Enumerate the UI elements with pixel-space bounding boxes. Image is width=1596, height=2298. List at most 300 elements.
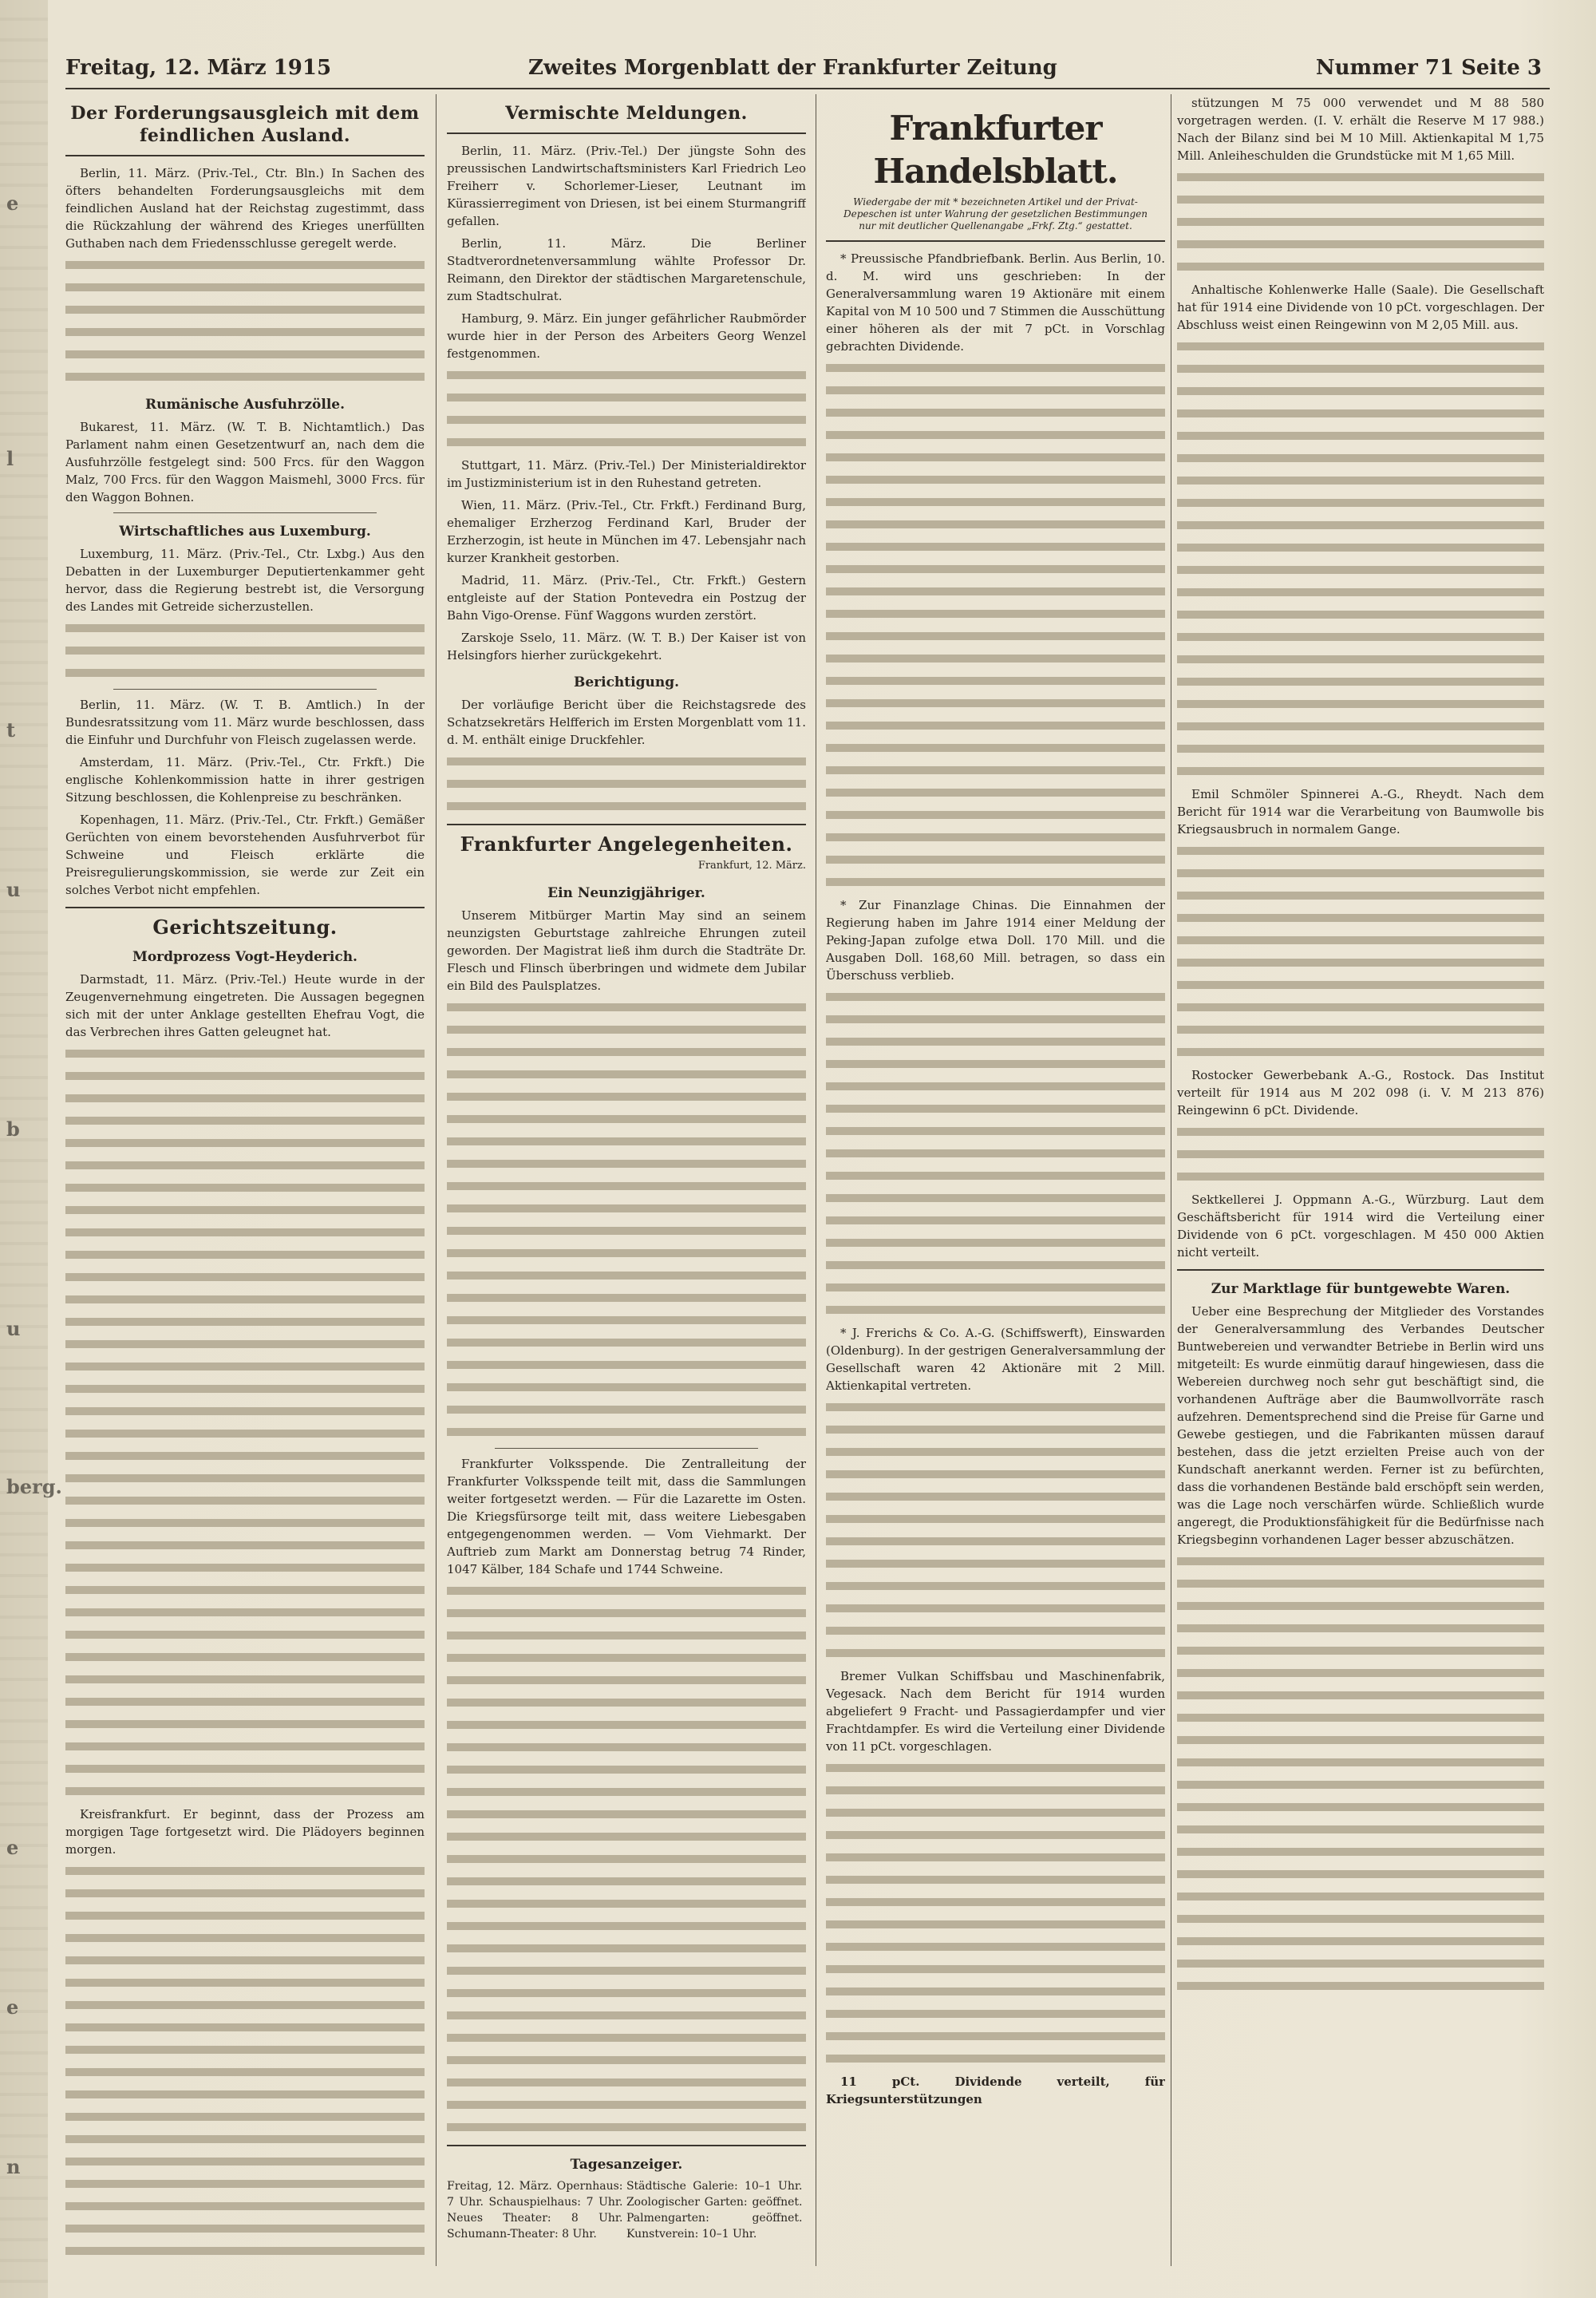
text-lines	[826, 1123, 1165, 1141]
divider	[447, 2145, 806, 2146]
text-lines	[1177, 1844, 1544, 1861]
text-lines	[1177, 1777, 1544, 1794]
text-lines	[447, 1424, 806, 1442]
text-lines	[826, 1399, 1165, 1417]
text-lines	[1177, 1933, 1544, 1951]
edge-fragment: e	[6, 1995, 19, 2019]
text-lines	[826, 1302, 1165, 1319]
divider	[495, 1448, 758, 1449]
edge-fragment: b	[6, 1117, 20, 1141]
text-lines	[447, 798, 806, 816]
text-lines	[826, 1939, 1165, 1956]
text-lines	[1177, 865, 1544, 883]
divider	[447, 133, 806, 134]
text-lines	[826, 1280, 1165, 1297]
text-lines	[1177, 843, 1544, 860]
text-lines	[826, 1623, 1165, 1640]
text-lines	[447, 1245, 806, 1263]
article-wien: Wien, 11. März. (Priv.-Tel., Ctr. Frkft.) Ferdinand Burg, ehemaliger Erzherzog Ferdinand Karl, Bruder der Erzherzogin, ist heute in München im 47. Lebensjahr nach kurzer Krankheit gestorben.	[447, 498, 806, 565]
text-lines	[65, 1560, 425, 1577]
headline-tagesanzeiger: Tagesanzeiger.	[570, 2157, 683, 2173]
text-lines	[65, 1604, 425, 1622]
text-lines	[1177, 741, 1544, 758]
text-lines	[1177, 955, 1544, 972]
text-lines	[1177, 1665, 1544, 1683]
text-lines	[65, 1738, 425, 1756]
text-lines	[826, 1212, 1165, 1230]
article-kreis: Kreisfrankfurt. Er beginnt, dass der Prozess am morgigen Tage fortgesetzt wird. Die Plädoyers beginnen morgen.	[65, 1807, 425, 1857]
text-lines	[447, 1806, 806, 1824]
article-rostocker: Rostocker Gewerbebank A.-G., Rostock. Das Institut verteilt für 1914 aus M 202 098 (i. V. M 213 876) Reingewinn 6 pCt. Dividende.	[1177, 1068, 1544, 1117]
text-lines	[447, 1066, 806, 1084]
text-lines	[826, 494, 1165, 512]
text-lines	[447, 1985, 806, 2003]
article-vulkan-tail: 11 pCt. Dividende verteilt, für Kriegsunterstützungen	[826, 2075, 1165, 2106]
text-lines	[447, 1357, 806, 1374]
edge-fragment: berg.	[6, 1475, 62, 1498]
text-lines	[826, 785, 1165, 802]
text-lines	[447, 367, 806, 385]
text-lines	[1177, 1889, 1544, 1906]
text-lines	[447, 1044, 806, 1062]
text-lines	[447, 1178, 806, 1196]
text-lines	[65, 1694, 425, 1711]
article-hamburg: Hamburg, 9. März. Ein junger gefährlicher Raubmörder wurde hier in der Person des Arbeiters Georg Wenzel festgenommen.	[447, 311, 806, 361]
text-lines	[1177, 1799, 1544, 1817]
text-lines	[1177, 696, 1544, 714]
text-lines	[826, 1235, 1165, 1252]
text-lines	[1177, 607, 1544, 624]
article-kopenhagen: Kopenhagen, 11. März. (Priv.-Tel., Ctr. Frkft.) Gemäßer Gerüchten von einem bevorstehenden Ausfuhrverbot für Schweine und Fleisch erklärte die Preisregulierungskommission, sie werde zur Zeit ein solches Verbot nicht empfehlen.	[65, 813, 425, 897]
text-lines	[1177, 473, 1544, 490]
text-lines	[65, 369, 425, 386]
text-lines	[826, 1872, 1165, 1889]
text-lines	[65, 1671, 425, 1689]
text-lines	[65, 643, 425, 660]
text-lines	[826, 1760, 1165, 1778]
text-lines	[826, 2028, 1165, 2046]
text-lines	[447, 1918, 806, 1936]
text-lines	[1177, 428, 1544, 445]
text-lines	[1177, 1866, 1544, 1884]
text-lines	[1177, 932, 1544, 950]
text-lines	[447, 2030, 806, 2047]
text-lines	[65, 2086, 425, 2104]
text-lines	[447, 1605, 806, 1623]
text-lines	[65, 665, 425, 682]
text-lines	[65, 1135, 425, 1153]
text-lines	[826, 740, 1165, 757]
text-lines	[65, 1202, 425, 1220]
text-lines	[447, 2007, 806, 2025]
text-lines	[447, 2075, 806, 2092]
text-lines	[1177, 674, 1544, 691]
text-lines	[65, 1582, 425, 1600]
text-lines	[65, 1627, 425, 1644]
text-lines	[65, 620, 425, 638]
text-lines	[1177, 517, 1544, 535]
text-lines	[1177, 1044, 1544, 1062]
text-lines	[65, 279, 425, 297]
text-lines	[447, 1268, 806, 1285]
text-lines	[447, 1111, 806, 1129]
text-lines	[826, 718, 1165, 735]
text-lines	[1177, 999, 1544, 1017]
article-frerichs: * J. Frerichs & Co. A.-G. (Schiffswerft), Einswarden (Oldenburg). In der gestrigen Generalversammlung der Gesellschaft waren 42 Aktionäre mit 2 Mill. Aktienkapital vertreten.	[826, 1326, 1165, 1393]
text-lines	[826, 1511, 1165, 1529]
text-lines	[1177, 1687, 1544, 1705]
text-lines	[447, 1628, 806, 1645]
article-berichtigung: Der vorläufige Bericht über die Reichstagsrede des Schatzsekretärs Helfferich im Ersten Morgenblatt vom 11. d. M. enthält einige Druckfehler.	[447, 698, 806, 747]
text-lines	[65, 1359, 425, 1376]
text-lines	[1177, 1553, 1544, 1571]
text-lines	[65, 2221, 425, 2238]
text-lines	[65, 1537, 425, 1555]
text-lines	[65, 1649, 425, 1667]
text-lines	[65, 2154, 425, 2171]
text-lines	[1177, 192, 1544, 209]
text-lines	[1177, 1146, 1544, 1164]
text-lines	[1177, 888, 1544, 905]
text-lines	[65, 2265, 425, 2266]
text-lines	[65, 302, 425, 319]
column-1	[65, 94, 425, 2266]
text-lines	[1177, 562, 1544, 579]
text-lines	[447, 1223, 806, 1240]
text-lines	[1177, 169, 1544, 187]
divider	[65, 155, 425, 156]
text-lines	[1177, 651, 1544, 669]
text-lines	[65, 2198, 425, 2216]
text-lines	[65, 1952, 425, 1970]
article-anhalt: Anhaltische Kohlenwerke Halle (Saale). Die Gesellschaft hat für 1914 eine Dividende von 10 pCt. vorgeschlagen. Der Abschluss weist einen Reingewinn von M 2,05 Mill. aus.	[1177, 283, 1544, 332]
headline-berichtigung: Berichtigung.	[573, 674, 680, 690]
text-lines	[447, 1739, 806, 1757]
text-lines	[65, 1783, 425, 1801]
text-lines	[1177, 629, 1544, 647]
text-lines	[447, 1896, 806, 1913]
article-lead: Berlin, 11. März. (Priv.-Tel., Ctr. Bln.) In Sachen des öfters behandelten Forderungsausgleichs mit dem feindlichen Ausland hat der Reichstag zugestimmt, dass die Rückzahlung der während des Krieges unerfüllten Guthaben nach dem Friedensschlusse geregelt werde.	[65, 166, 425, 251]
text-lines	[826, 1011, 1165, 1029]
text-lines	[826, 360, 1165, 378]
text-lines	[65, 324, 425, 342]
text-lines	[65, 1381, 425, 1398]
text-lines	[826, 561, 1165, 579]
tagesanzeiger-right: Städtische Galerie: 10–1 Uhr. Zoologischer Garten: geöffnet. Palmengarten: geöffnet. Kunstverein: 10–1 Uhr.	[626, 2180, 803, 2241]
headline-mordprozess: Mordprozess Vogt-Heyderich.	[132, 949, 358, 965]
text-lines	[447, 1762, 806, 1779]
page-masthead	[65, 48, 1550, 89]
text-lines	[447, 412, 806, 429]
text-lines	[826, 2006, 1165, 2023]
text-lines	[65, 1090, 425, 1108]
text-lines	[826, 583, 1165, 601]
text-lines	[1177, 1821, 1544, 1839]
text-lines	[1177, 910, 1544, 928]
text-lines	[65, 1515, 425, 1533]
text-lines	[447, 434, 806, 452]
text-lines	[447, 2052, 806, 2070]
text-lines	[65, 1068, 425, 1086]
text-lines	[65, 1224, 425, 1242]
text-lines	[1177, 763, 1544, 781]
tagesanzeiger-left: Freitag, 12. März. Opernhaus: 7 Uhr. Schauspielhaus: 7 Uhr. Neues Theater: 8 Uhr. Schumann-Theater: 8 Uhr.	[447, 2180, 623, 2241]
text-lines	[826, 1056, 1165, 1074]
reprint-notice: Wiedergabe der mit * bezeichneten Artikel und der Privat-Depeschen ist unter Wahrung der gesetzlichen Bestimmungen nur mit deutlicher Quellenangabe „Frkf. Ztg.“ gestattet.	[843, 196, 1148, 231]
text-lines	[1177, 977, 1544, 995]
text-lines	[65, 1448, 425, 1465]
edge-fragment: u	[6, 878, 21, 901]
text-lines	[1177, 1124, 1544, 1141]
text-lines	[826, 1961, 1165, 1979]
text-lines	[826, 1257, 1165, 1275]
text-lines	[65, 1336, 425, 1354]
text-lines	[65, 2109, 425, 2126]
text-lines	[826, 1805, 1165, 1822]
text-lines	[1177, 383, 1544, 401]
text-lines	[826, 382, 1165, 400]
text-lines	[65, 1180, 425, 1197]
text-lines	[1177, 361, 1544, 378]
text-lines	[826, 1422, 1165, 1439]
text-lines	[447, 1672, 806, 1690]
text-lines	[65, 1761, 425, 1778]
article-zarskoje: Zarskoje Sselo, 11. März. (W. T. B.) Der Kaiser ist von Helsingfors hierher zurückgekehrt.	[447, 631, 806, 663]
text-lines	[65, 2176, 425, 2193]
text-lines	[65, 1247, 425, 1264]
text-lines	[65, 1975, 425, 1992]
text-lines	[1177, 236, 1544, 254]
text-lines	[65, 1908, 425, 1925]
text-lines	[65, 1997, 425, 2015]
text-lines	[826, 1533, 1165, 1551]
text-lines	[1177, 584, 1544, 602]
text-lines	[826, 695, 1165, 713]
headline-frankfurter-angelegenheiten: Frankfurter Angelegenheiten.	[460, 833, 793, 856]
masthead-page-number: Nummer 71 Seite 3	[1315, 56, 1542, 80]
text-lines	[447, 390, 806, 407]
text-lines	[65, 1470, 425, 1488]
headline-marktlage: Zur Marktlage für buntgewebte Waren.	[1211, 1281, 1511, 1297]
headline-vermischte: Vermischte Meldungen.	[505, 103, 748, 124]
text-lines	[447, 1402, 806, 1419]
divider	[65, 907, 425, 908]
edge-fragment: e	[6, 192, 19, 215]
text-lines	[65, 1403, 425, 1421]
text-lines	[447, 1784, 806, 1802]
text-lines	[826, 516, 1165, 534]
text-lines	[826, 651, 1165, 668]
text-lines	[826, 1145, 1165, 1163]
text-lines	[65, 2042, 425, 2059]
divider	[826, 240, 1165, 242]
text-lines	[447, 753, 806, 771]
article-sektkellerei: Sektkellerei J. Oppmann A.-G., Würzburg. Laut dem Geschäftsbericht für 1914 wird die Verteilung einer Dividende von 6 pCt. vorgeschlagen. M 450 000 Aktien nicht verteilt.	[1177, 1193, 1544, 1260]
text-lines	[826, 606, 1165, 623]
text-lines	[826, 1078, 1165, 1096]
edge-fragment: l	[6, 447, 14, 470]
column-4	[1177, 94, 1544, 2266]
text-lines	[826, 1894, 1165, 1912]
section-title-handelsblatt: Frankfurter Handelsblatt.	[873, 109, 1118, 191]
text-lines	[447, 1963, 806, 1980]
text-lines	[1177, 338, 1544, 356]
divider	[1177, 1269, 1544, 1271]
article-berlin-1: Berlin, 11. März. (Priv.-Tel.) Der jüngste Sohn des preussischen Landwirtschaftsministers Karl Friedrich Leo Freiherr v. Schorlemer-Lieser, Leutnant im Kürassierregiment von Driesen, ist bei einem Sturmangriff gefallen.	[447, 144, 806, 228]
text-lines	[65, 1046, 425, 1063]
text-lines	[826, 2051, 1165, 2068]
edge-fragment: u	[6, 1317, 21, 1340]
text-lines	[826, 1444, 1165, 1461]
text-lines	[65, 1113, 425, 1130]
text-lines	[826, 1782, 1165, 1800]
text-lines	[1177, 540, 1544, 557]
text-lines	[447, 1717, 806, 1734]
text-lines	[826, 762, 1165, 780]
text-lines	[826, 673, 1165, 690]
text-lines	[447, 776, 806, 793]
article-marktlage: Ueber eine Besprechung der Mitglieder des Vorstandes der Generalversammlung des Verbandes Deutscher Buntwebereien und verwandter Betriebe in Berlin wird uns mitgeteilt: Es wurde einmütig darauf hingewiesen, dass die Webereien durchweg noch sehr gut beschäftigt sind, die vorhandenen Aufträge aber die Baumwollvorräte rasch aufzehren. Dementsprechend sind die Preise für Garne und Gewebe gestiegen, und die Fabrikanten müssen darauf bestehen, dass die jetzt erzielten Preise auch von der Kundschaft anerkannt werden. Ferner ist zu befürchten, dass die vorhandenen Bestände bald erschöpft sein werden, was die Lage noch verschärfen würde. Schließlich wurde angeregt, die Produktionsfähigkeit für die Bedürfnisse nach Kriegsbeginn vorhandenen Lager besser abzuschätzen.	[1177, 1304, 1544, 1547]
text-lines	[826, 1578, 1165, 1596]
text-lines	[1177, 1911, 1544, 1928]
text-lines	[447, 2097, 806, 2114]
masthead-date: Freitag, 12. März 1915	[65, 56, 332, 80]
text-lines	[447, 1200, 806, 1218]
text-lines	[65, 1157, 425, 1175]
text-lines	[826, 1556, 1165, 1573]
text-lines	[826, 405, 1165, 422]
article-berlin-2: Berlin, 11. März. Die Berliner Stadtverordnetenversammlung wählte Professor Dr. Reimann, den Direktor der städtischen Margaretenschule, zum Stadtschulrat.	[447, 236, 806, 303]
edge-fragment: n	[6, 2155, 21, 2178]
text-lines	[447, 1156, 806, 1173]
text-lines	[447, 1335, 806, 1352]
text-lines	[1177, 450, 1544, 468]
text-lines	[826, 472, 1165, 489]
article-stuttgart: Stuttgart, 11. März. (Priv.-Tel.) Der Ministerialdirektor im Justizministerium ist in den Ruhestand getreten.	[447, 458, 806, 490]
text-lines	[447, 1873, 806, 1891]
text-lines	[826, 1168, 1165, 1185]
text-lines	[447, 1089, 806, 1106]
tagesanzeiger-listing	[447, 2178, 806, 2242]
text-lines	[826, 1034, 1165, 1051]
article-berlin: Berlin, 11. März. (W. T. B. Amtlich.) In der Bundesratssitzung vom 11. März wurde beschlossen, dass die Einfuhr und Durchfuhr von Fleisch zugelassen werde.	[65, 698, 425, 747]
text-lines	[826, 1466, 1165, 1484]
headline-neunzigjaehriger: Ein Neunzigjähriger.	[547, 885, 705, 901]
article-neunzigjaehriger: Unserem Mitbürger Martin May sind an seinem neunzigsten Geburtstage zahlreiche Ehrungen zuteil geworden. Der Magistrat ließ ihm durch die Stadträte Dr. Flesch und Flinsch überbringen und widmete dem Jubilar ein Bild des Paulsplatzes.	[447, 908, 806, 993]
text-lines	[1177, 495, 1544, 512]
text-lines	[1177, 405, 1544, 423]
article-luxemburg: Luxemburg, 11. März. (Priv.-Tel., Ctr. Lxbg.) Aus den Debatten in der Luxemburger Deputiertenkammer geht hervor, dass die Regierung bestrebt ist, die Versorgung des Landes mit Getreide sicherzustellen.	[65, 547, 425, 614]
text-lines	[1177, 718, 1544, 736]
headline-forderungsausgleich: Der Forderungsausgleich mit dem feindlichen Ausland.	[70, 103, 420, 146]
text-lines	[447, 1312, 806, 1330]
text-lines	[826, 1827, 1165, 1845]
column-3	[826, 94, 1165, 2266]
article-pfandbriefbank: * Preussische Pfandbriefbank. Berlin. Aus Berlin, 10. d. M. wird uns geschrieben: In der Generalversammlung waren 19 Aktionäre mit einem Kapital von M 10 500 und 7 Stimmen die Ausschüttung einer höheren als der mit 7 pCt. in Vorschlag gebrachten Dividende.	[826, 251, 1165, 354]
text-lines	[1177, 1978, 1544, 1995]
adjacent-page-edge	[0, 0, 62, 2298]
text-lines	[826, 427, 1165, 445]
text-lines	[1177, 1169, 1544, 1186]
text-lines	[826, 829, 1165, 847]
text-lines	[1177, 1598, 1544, 1616]
dateline: Frankfurt, 12. März.	[697, 860, 806, 872]
text-lines	[65, 1291, 425, 1309]
article-mordprozess: Darmstadt, 11. März. (Priv.-Tel.) Heute wurde in der Zeugenvernehmung eingetreten. Die Aussagen begegnen sich mit der unter Anklage gestellten Ehefrau Vogt, die das Verbrechen ihres Gatten geleugnet hat.	[65, 972, 425, 1039]
column-divider	[436, 94, 437, 2266]
text-lines	[826, 852, 1165, 869]
divider	[113, 689, 377, 690]
text-lines	[447, 1379, 806, 1397]
text-lines	[1177, 1022, 1544, 1039]
text-lines	[65, 257, 425, 275]
text-lines	[447, 1133, 806, 1151]
edge-fragment: e	[6, 1836, 19, 1859]
article-amsterdam: Amsterdam, 11. März. (Priv.-Tel., Ctr. Frkft.) Die englische Kohlenkommission hatte in ihrer gestrigen Sitzung beschlossen, die Kohlenpreise zu beschränken.	[65, 755, 425, 805]
text-lines	[447, 1650, 806, 1667]
text-lines	[65, 346, 425, 364]
text-lines	[447, 1290, 806, 1307]
text-lines	[65, 2131, 425, 2149]
text-lines	[826, 449, 1165, 467]
text-lines	[447, 1583, 806, 1600]
text-lines	[65, 2243, 425, 2260]
text-lines	[826, 1916, 1165, 1934]
headline-gerichtszeitung: Gerichtszeitung.	[152, 916, 338, 939]
text-lines	[447, 1940, 806, 1958]
text-lines	[826, 1489, 1165, 1506]
text-lines	[1177, 1620, 1544, 1638]
headline-luxemburg: Wirtschaftliches aus Luxemburg.	[119, 524, 371, 540]
text-lines	[65, 1930, 425, 1948]
headline-rumaenisch: Rumänische Ausfuhrzölle.	[144, 397, 346, 413]
text-lines	[65, 2019, 425, 2037]
article-rumaenisch: Bukarest, 11. März. (W. T. B. Nichtamtlich.) Das Parlament nahm einen Gesetzentwurf an, nach dem die Ausfuhrzölle festgelegt sind: 500 Frcs. für den Waggon Malz, 700 Frcs. für den Waggon Maismehl, 3000 Frcs. für den Waggon Bohnen.	[65, 420, 425, 504]
text-lines	[65, 1863, 425, 1881]
text-lines	[1177, 214, 1544, 231]
article-notes: Frankfurter Volksspende. Die Zentralleitung der Frankfurter Volksspende teilt mit, dass die Sammlungen weiter fortgesetzt werden. — Für die Lazarette im Osten. Die Kriegsfürsorge teilt mit, dass weitere Liebesgaben entgegengenommen werden. — Vom Viehmarkt. Der Auftrieb zum Markt am Donnerstag betrug 74 Rinder, 1047 Kälber, 184 Schafe und 1744 Schweine.	[447, 1457, 806, 1576]
text-lines	[65, 2064, 425, 2082]
text-lines	[826, 1984, 1165, 2001]
divider	[447, 824, 806, 825]
divider	[113, 512, 377, 513]
text-lines	[1177, 1754, 1544, 1772]
masthead-edition: Zweites Morgenblatt der Frankfurter Zeitung	[528, 56, 1057, 80]
text-lines	[447, 2119, 806, 2137]
text-lines	[826, 874, 1165, 892]
text-lines	[1177, 259, 1544, 276]
article-finanzlage-chinas: * Zur Finanzlage Chinas. Die Einnahmen der Regierung haben im Jahre 1914 einer Meldung der Peking-Japan zufolge etwa Doll. 170 Mill. und die Ausgaben Doll. 168,60 Mill. betragen, so dass ein Überschuss verblieb.	[826, 898, 1165, 983]
text-lines	[65, 1426, 425, 1443]
text-lines	[1177, 1956, 1544, 1973]
text-lines	[65, 1314, 425, 1331]
text-lines	[1177, 1732, 1544, 1750]
text-lines	[447, 999, 806, 1017]
text-lines	[826, 1190, 1165, 1208]
text-lines	[447, 1851, 806, 1869]
text-lines	[65, 1493, 425, 1510]
text-lines	[447, 1022, 806, 1039]
article-emil-schmoeler: Emil Schmöler Spinnerei A.-G., Rheydt. Nach dem Bericht für 1914 war die Verarbeitung von Baumwolle bis Kriegsausbruch in normalem Gange.	[1177, 787, 1544, 837]
text-lines	[1177, 1710, 1544, 1727]
column-2	[447, 94, 806, 2266]
text-lines	[826, 1849, 1165, 1867]
text-lines	[826, 628, 1165, 646]
text-lines	[447, 1695, 806, 1712]
text-lines	[826, 807, 1165, 825]
text-lines	[826, 1600, 1165, 1618]
text-lines	[65, 1885, 425, 1903]
